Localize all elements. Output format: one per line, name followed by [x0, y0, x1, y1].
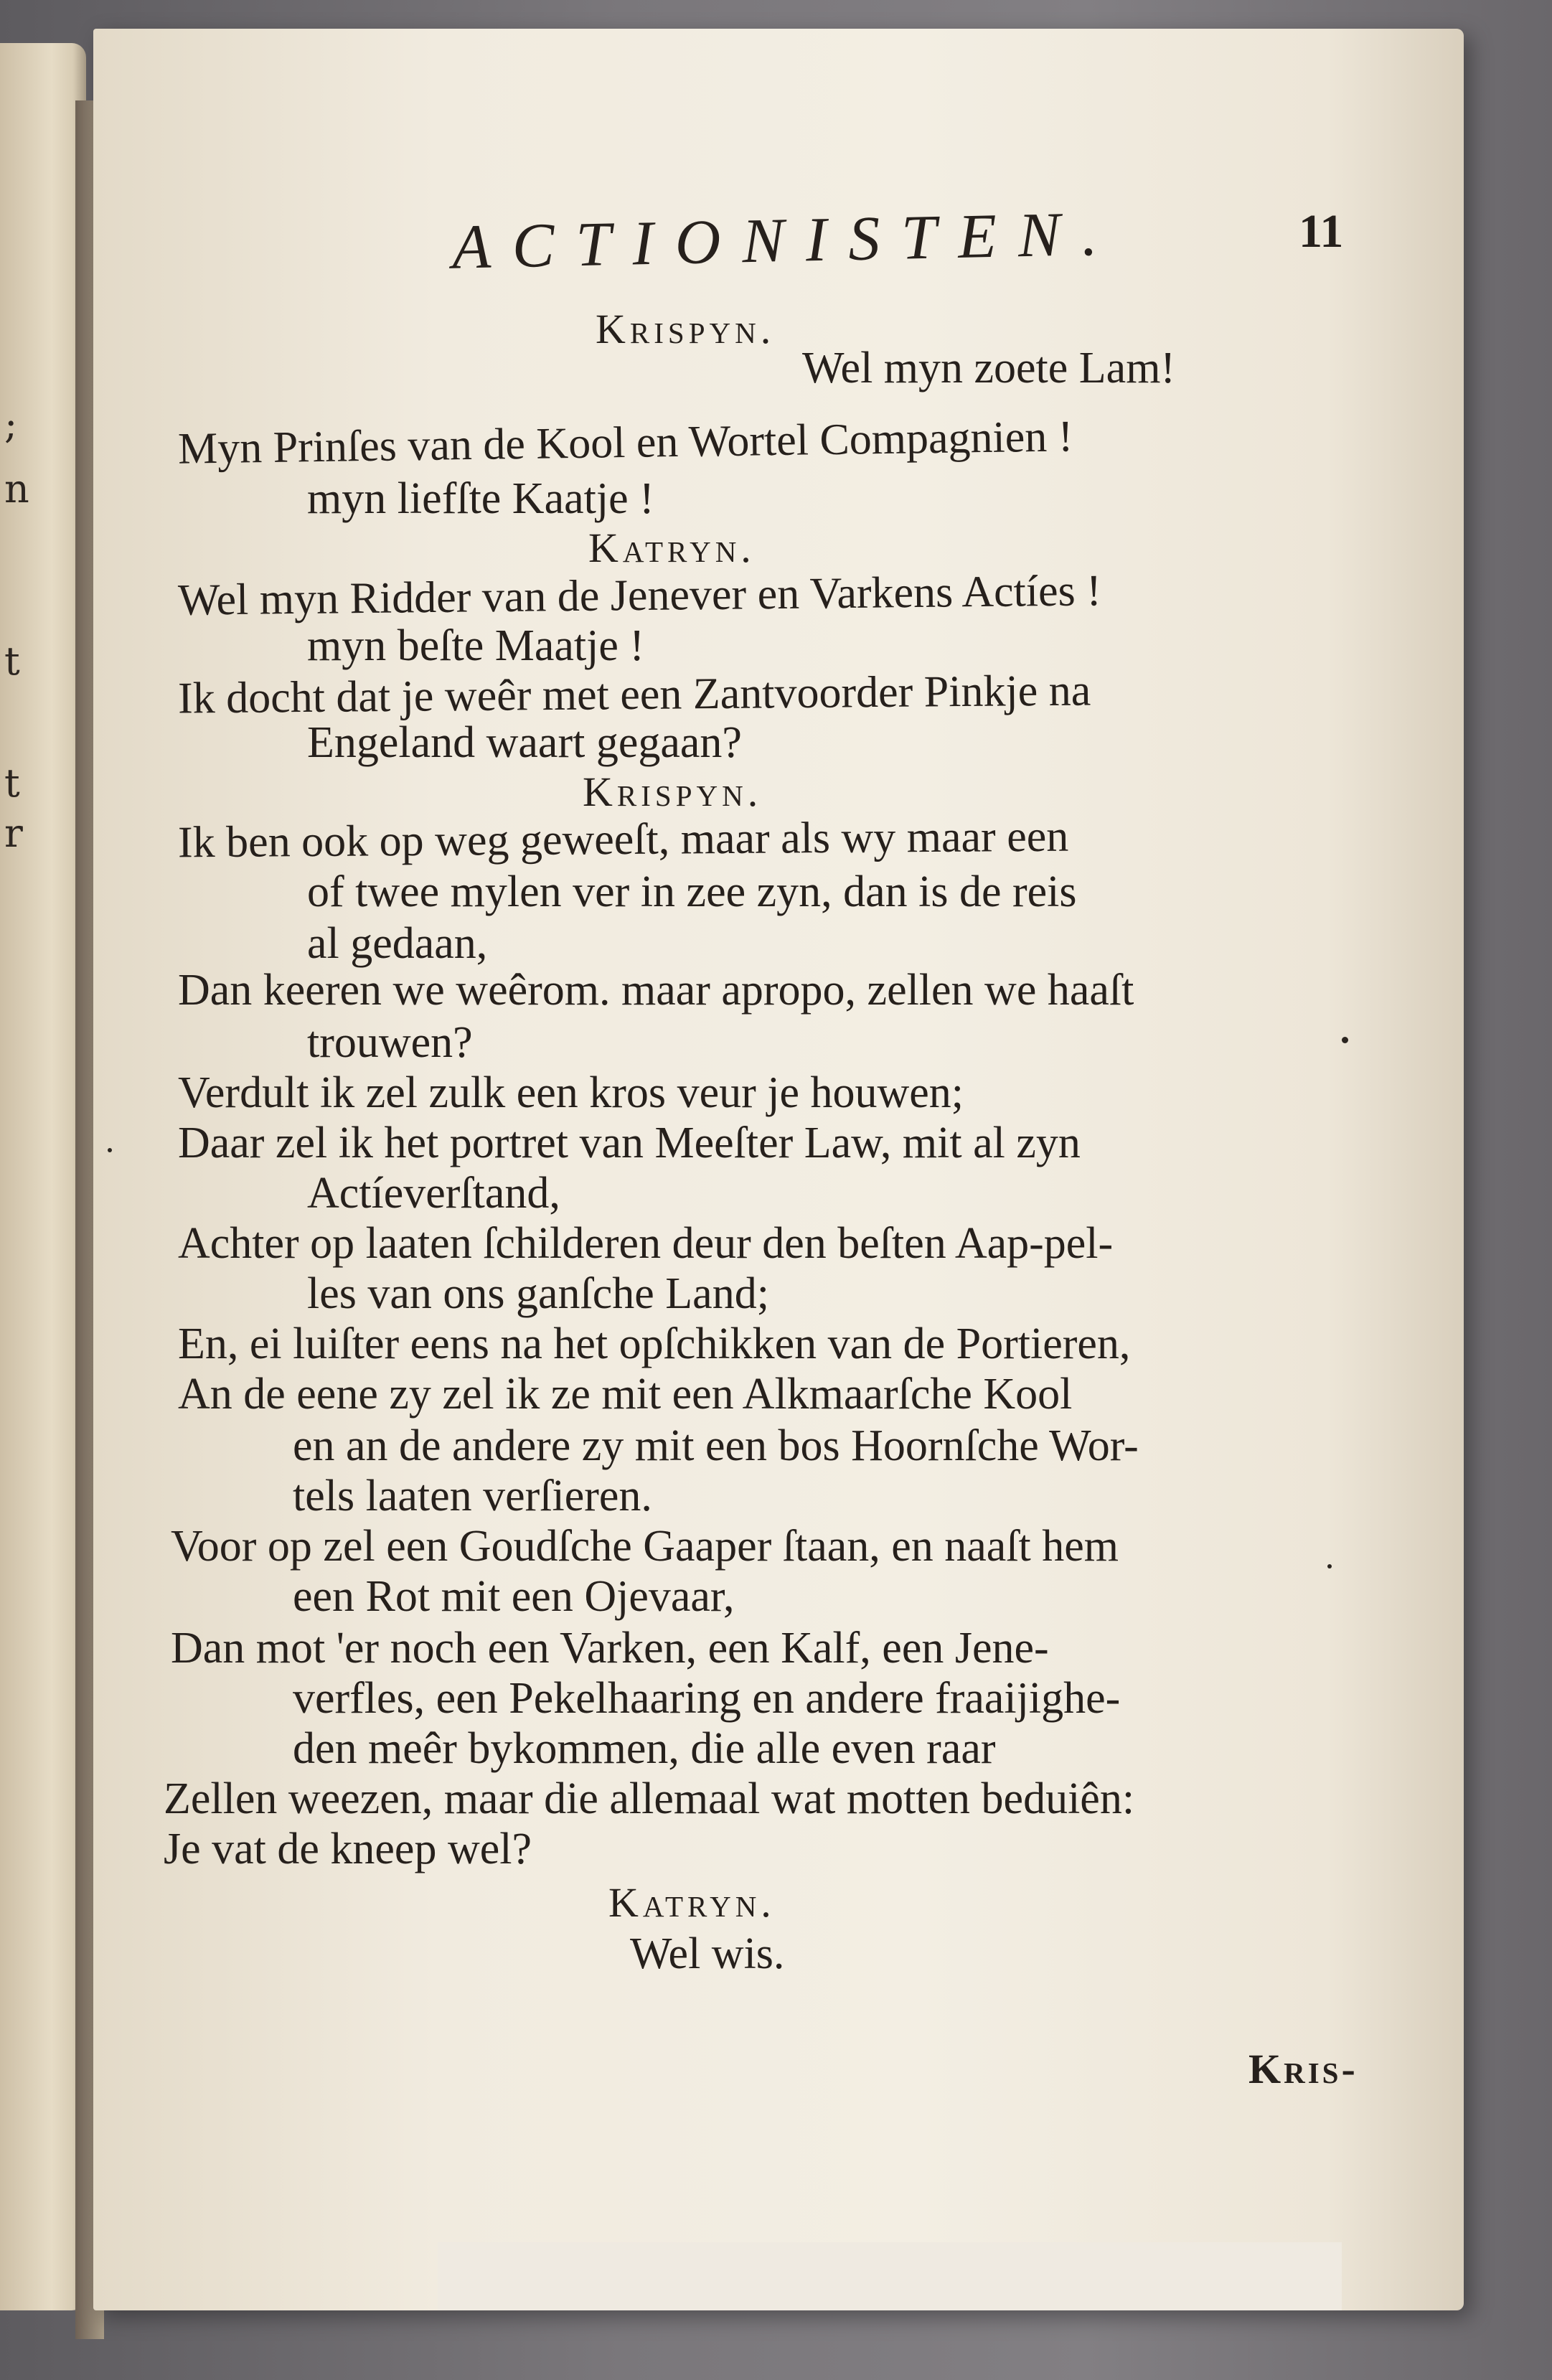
- verse-line: Wel myn zoete Lam!: [802, 344, 1176, 392]
- previous-page-edge: [0, 43, 86, 2310]
- verse-line: Zellen weezen, maar die allemaal wat motten beduiên:: [164, 1774, 1135, 1823]
- verse-line: trouwen?: [307, 1018, 473, 1067]
- ink-speck: [108, 1148, 112, 1152]
- ink-speck: [1327, 1564, 1332, 1568]
- previous-page-fragment: ;: [4, 402, 18, 447]
- catchword: Kris-: [1248, 2046, 1358, 2092]
- ink-speck: [1342, 1037, 1348, 1043]
- speaker-heading: Krispyn.: [596, 306, 776, 352]
- speaker-heading: Katryn.: [608, 1879, 776, 1926]
- verse-line: of twee mylen ver in zee zyn, dan is de reis: [307, 867, 1077, 916]
- verse-line: les van ons ganſche Land;: [307, 1269, 769, 1318]
- verse-line: Engeland waart gegaan?: [307, 718, 742, 767]
- label-strip: [438, 2242, 1342, 2310]
- verse-line: An de eene zy zel ik ze mit een Alkmaarſche Kool: [178, 1370, 1073, 1419]
- verse-line: Ik docht dat je weêr met een Zantvoorder Pinkje na: [177, 666, 1091, 723]
- previous-page-fragment: t: [4, 761, 20, 806]
- previous-page-fragment: n: [4, 466, 29, 512]
- verse-line: den meêr bykommen, die alle even raar: [293, 1724, 996, 1773]
- verse-line: Myn Prinſes van de Kool en Wortel Compagnien !: [177, 412, 1073, 474]
- speaker-heading: Katryn.: [588, 525, 756, 571]
- verse-line: En, ei luiſter eens na het opſchikken van de Portieren,: [178, 1320, 1131, 1368]
- verse-line: Dan keeren we weêrom. maar apropo, zellen we haaſt: [178, 966, 1134, 1015]
- verse-line: een Rot mit een Ojevaar,: [293, 1572, 735, 1621]
- book-page: [93, 29, 1464, 2310]
- verse-line: en an de andere zy mit een bos Hoornſche Wor-: [293, 1421, 1139, 1470]
- previous-page-fragment: r: [4, 811, 23, 856]
- verse-line: myn beſte Maatje !: [307, 621, 644, 670]
- verse-line: al gedaan,: [307, 919, 488, 968]
- page-number: 11: [1299, 205, 1344, 258]
- verse-line: verfles, een Pekelhaaring en andere fraaijighe-: [293, 1674, 1121, 1723]
- verse-line: Voor op zel een Goudſche Gaaper ſtaan, en naaſt hem: [171, 1522, 1119, 1571]
- verse-line: Ik ben ook op weg geweeſt, maar als wy maar een: [177, 812, 1069, 867]
- speaker-heading: Krispyn.: [583, 768, 763, 815]
- running-title: ACTIONISTEN.: [451, 199, 1120, 283]
- verse-line: Dan mot 'er noch een Varken, een Kalf, een Jene-: [171, 1624, 1049, 1673]
- verse-line: Actíeverſtand,: [307, 1169, 560, 1218]
- verse-line: Wel wis.: [630, 1929, 785, 1978]
- verse-line: Wel myn Ridder van de Jenever en Varkens Actíes !: [177, 566, 1102, 625]
- verse-line: myn liefſte Kaatje !: [307, 474, 654, 523]
- verse-line: Achter op laaten ſchilderen deur den beſten Aap-pel-: [178, 1219, 1114, 1268]
- verse-line: Daar zel ik het portret van Meeſter Law, mit al zyn: [178, 1119, 1081, 1167]
- verse-line: Je vat de kneep wel?: [164, 1825, 532, 1873]
- verse-line: Verdult ik zel zulk een kros veur je houwen;: [178, 1068, 964, 1117]
- previous-page-fragment: t: [4, 639, 20, 684]
- verse-line: tels laaten verſieren.: [293, 1472, 652, 1520]
